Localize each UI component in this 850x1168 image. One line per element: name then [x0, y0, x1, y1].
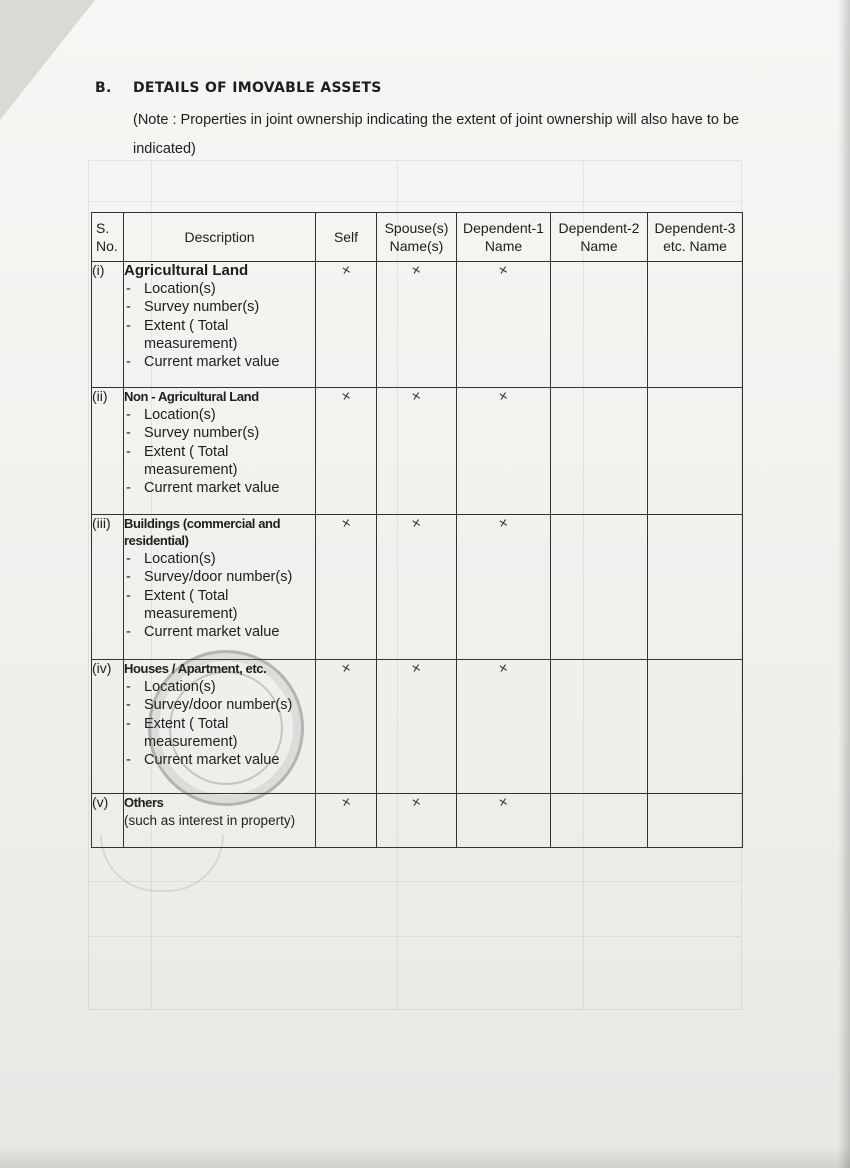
cell-self [316, 794, 377, 848]
row-description [124, 515, 316, 660]
cross-mark: × [410, 387, 423, 406]
cross-mark: × [497, 793, 510, 812]
row-sno: (i) [92, 262, 124, 388]
list-item: - Survey/door number(s) [124, 696, 315, 714]
list-item: - Survey number(s) [124, 424, 315, 442]
list-item: - Location(s) [124, 406, 315, 424]
row-sno: (ii) [92, 388, 124, 515]
cross-mark: × [410, 514, 423, 533]
cell-self [316, 660, 377, 794]
header-dependent-1: Dependent-1 Name [457, 213, 551, 262]
row-sno: (iii) [92, 515, 124, 660]
row-title: Non - Agricultural Land [124, 389, 259, 404]
section-number: B. [95, 80, 112, 96]
list-item: - Current market value [124, 353, 315, 371]
header-spouse: Spouse(s) Name(s) [377, 213, 457, 262]
cell-dependent-3 [648, 794, 743, 848]
row-description [124, 262, 316, 388]
page-bottom-shadow [0, 1146, 850, 1168]
cross-mark: × [339, 793, 353, 812]
row-subtext: (such as interest in property) [124, 813, 296, 828]
folded-corner [0, 0, 95, 120]
cross-mark: × [497, 261, 510, 280]
cell-dependent-1 [457, 262, 551, 388]
cell-dependent-1 [457, 660, 551, 794]
cross-mark: × [339, 514, 353, 533]
official-seal-stamp [148, 650, 304, 806]
cross-mark: × [497, 659, 510, 678]
section-title: DETAILS OF IMOVABLE ASSETS [133, 80, 382, 96]
row-title: Agricultural Land [124, 262, 249, 279]
list-item: - Location(s) [124, 280, 315, 298]
table-row [92, 262, 743, 388]
row-items [124, 280, 315, 371]
row-items [124, 550, 315, 641]
row-title: Houses / Apartment, etc. [124, 661, 267, 676]
cross-mark: × [410, 793, 423, 812]
section-heading [95, 80, 382, 96]
table-row [92, 515, 743, 660]
cell-dependent-2 [551, 515, 648, 660]
list-item: - Extent ( Total measurement) [124, 715, 315, 752]
list-item: - Extent ( Total measurement) [124, 587, 315, 624]
cell-spouse [377, 660, 457, 794]
row-items [124, 406, 315, 497]
list-item: - Current market value [124, 623, 315, 641]
cell-dependent-3 [648, 515, 743, 660]
list-item: - Extent ( Total measurement) [124, 317, 315, 354]
list-item: - Location(s) [124, 678, 315, 696]
list-item: - Current market value [124, 479, 315, 497]
cell-dependent-1 [457, 388, 551, 515]
cell-spouse [377, 515, 457, 660]
row-title: Others [124, 795, 164, 810]
header-sno: S. No. [92, 213, 124, 262]
cell-dependent-2 [551, 388, 648, 515]
cell-spouse [377, 262, 457, 388]
header-dependent-3: Dependent-3 etc. Name [648, 213, 743, 262]
section-note: (Note : Properties in joint ownership indicating the extent of joint ownership will also have to be indicated) [133, 112, 740, 157]
cell-dependent-1 [457, 794, 551, 848]
cell-dependent-3 [648, 388, 743, 515]
cell-self [316, 262, 377, 388]
cell-spouse [377, 388, 457, 515]
cross-mark: × [497, 514, 510, 533]
page-edge-shadow [838, 0, 850, 1168]
row-description [124, 388, 316, 515]
row-sno: (iv) [92, 660, 124, 794]
row-title: Buildings (commercial and residential) [124, 516, 281, 548]
cross-mark: × [339, 659, 353, 678]
cell-self [316, 388, 377, 515]
cell-dependent-2 [551, 660, 648, 794]
list-item: - Survey/door number(s) [124, 568, 315, 586]
cell-dependent-2 [551, 794, 648, 848]
cell-spouse [377, 794, 457, 848]
cell-dependent-2 [551, 262, 648, 388]
cross-mark: × [339, 261, 353, 280]
table-header-row [92, 213, 743, 262]
cell-dependent-3 [648, 262, 743, 388]
cross-mark: × [410, 261, 423, 280]
list-item: - Location(s) [124, 550, 315, 568]
cross-mark: × [339, 387, 353, 406]
cell-self [316, 515, 377, 660]
table-row [92, 388, 743, 515]
list-item: - Extent ( Total measurement) [124, 443, 315, 480]
cell-dependent-1 [457, 515, 551, 660]
header-self: Self [316, 213, 377, 262]
list-item: - Current market value [124, 751, 315, 769]
header-dependent-2: Dependent-2 Name [551, 213, 648, 262]
cross-mark: × [410, 659, 423, 678]
header-description: Description [124, 213, 316, 262]
list-item: - Survey number(s) [124, 298, 315, 316]
row-sno: (v) [92, 794, 124, 848]
cross-mark: × [497, 387, 510, 406]
cell-dependent-3 [648, 660, 743, 794]
